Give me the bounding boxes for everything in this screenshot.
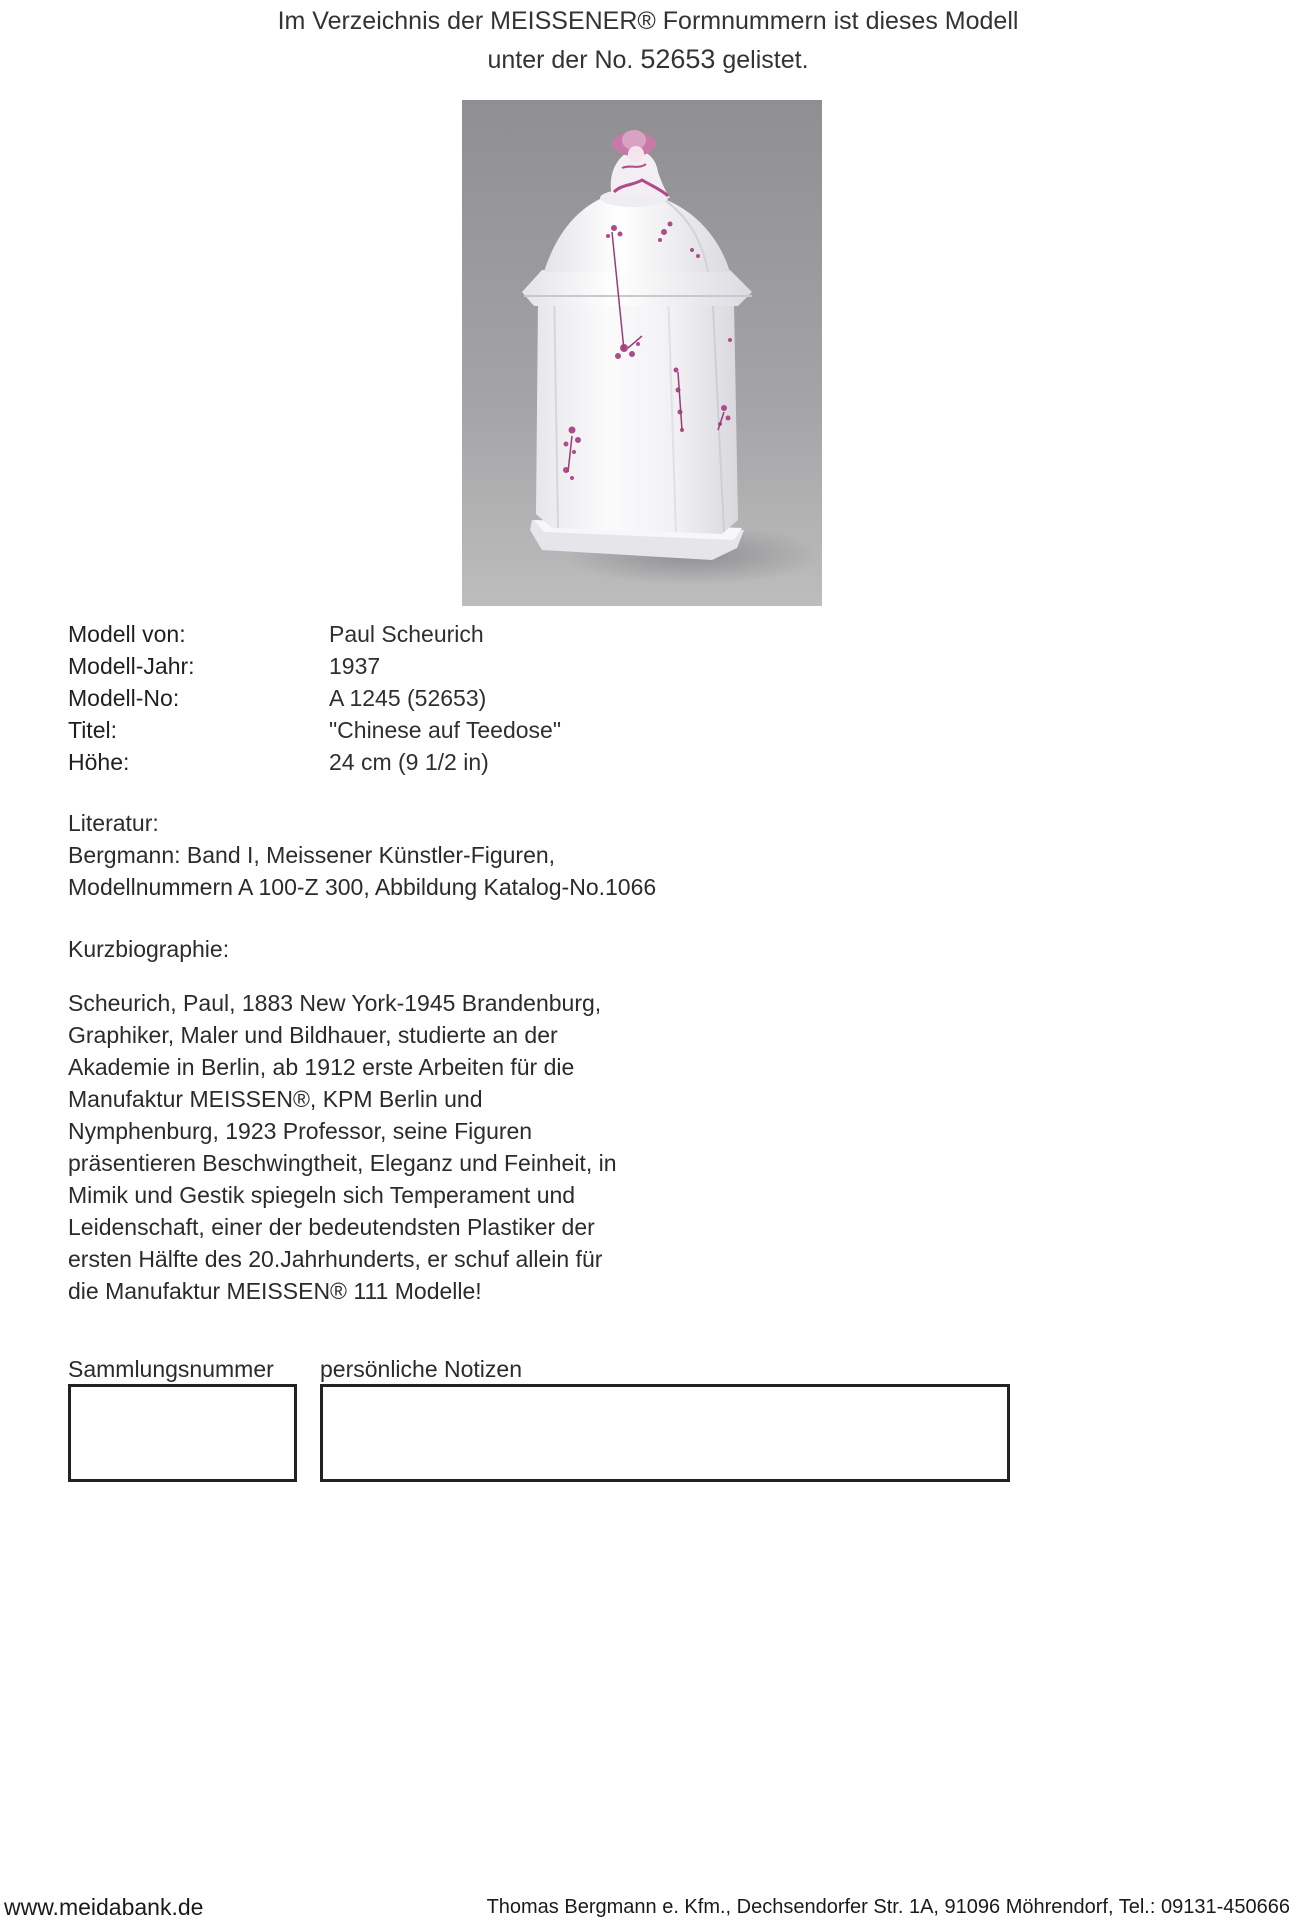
detail-label: Titel:: [68, 717, 117, 743]
bio-line: Leidenschaft, einer der bedeutendsten Plastiker der: [68, 1214, 595, 1240]
detail-label: Modell von:: [68, 621, 186, 647]
bio-line: ersten Hälfte des 20.Jahrhunderts, er schuf allein für: [68, 1246, 603, 1272]
bio-line: Manufaktur MEISSEN®, KPM Berlin und: [68, 1086, 483, 1112]
notes-label: persönliche Notizen: [320, 1356, 523, 1382]
footer-website-link[interactable]: www.meidabank.de: [4, 1894, 204, 1920]
bio-line: präsentieren Beschwingtheit, Eleganz und Feinheit, in: [68, 1150, 617, 1176]
collection-number-label: Sammlungsnummer: [68, 1356, 274, 1382]
literature-line: Bergmann: Band I, Meissener Künstler-Figuren,: [68, 842, 556, 868]
bio-heading: Kurzbiographie:: [68, 936, 230, 962]
bio-text: [68, 987, 617, 1307]
bio-line: Nymphenburg, 1923 Professor, seine Figuren: [68, 1118, 533, 1144]
intro-line-2-suffix: gelistet.: [715, 46, 809, 74]
literature-line: Modellnummern A 100-Z 300, Abbildung Katalog-No.1066: [68, 874, 657, 900]
bio-line: Scheurich, Paul, 1883 New York-1945 Brandenburg,: [68, 990, 602, 1016]
model-details: [68, 618, 561, 778]
notes-field[interactable]: [320, 1384, 1010, 1482]
bio-line: die Manufaktur MEISSEN® 111 Modelle!: [68, 1278, 482, 1304]
detail-value: 1937: [329, 653, 381, 679]
detail-label: Höhe:: [68, 749, 130, 775]
detail-value: 24 cm (9 1/2 in): [329, 749, 489, 775]
intro-text: [0, 2, 1296, 79]
product-photo: [462, 100, 822, 606]
detail-label: Modell-Jahr:: [68, 653, 195, 679]
detail-value: Paul Scheurich: [329, 621, 484, 647]
detail-row-titel: [68, 714, 561, 746]
detail-row-modell-von: [68, 618, 561, 650]
footer-address: Thomas Bergmann e. Kfm., Dechsendorfer Str. 1A, 91096 Möhrendorf, Tel.: 09131-450666: [486, 1896, 1290, 1918]
detail-label: Modell-No:: [68, 685, 180, 711]
bio-line: Mimik und Gestik spiegeln sich Temperament und: [68, 1182, 576, 1208]
tea-caddy-illustration: [462, 100, 822, 606]
intro-line-1: Im Verzeichnis der MEISSENER® Formnummern ist dieses Modell: [277, 7, 1019, 35]
detail-value: A 1245 (52653): [329, 685, 487, 711]
bio-line: Akademie in Berlin, ab 1912 erste Arbeiten für die: [68, 1054, 575, 1080]
detail-value: "Chinese auf Teedose": [329, 717, 562, 743]
detail-row-modell-no: [68, 682, 561, 714]
bio-line: Graphiker, Maler und Bildhauer, studierte an der: [68, 1022, 558, 1048]
intro-model-number: 52653: [640, 44, 716, 74]
detail-row-hoehe: [68, 746, 561, 778]
intro-line-2: [0, 40, 1296, 79]
literature-section: [68, 807, 656, 903]
detail-row-modell-jahr: [68, 650, 561, 682]
intro-line-2-prefix: unter der No.: [487, 46, 641, 74]
collection-number-field[interactable]: [68, 1384, 297, 1482]
literature-heading: Literatur:: [68, 810, 159, 836]
